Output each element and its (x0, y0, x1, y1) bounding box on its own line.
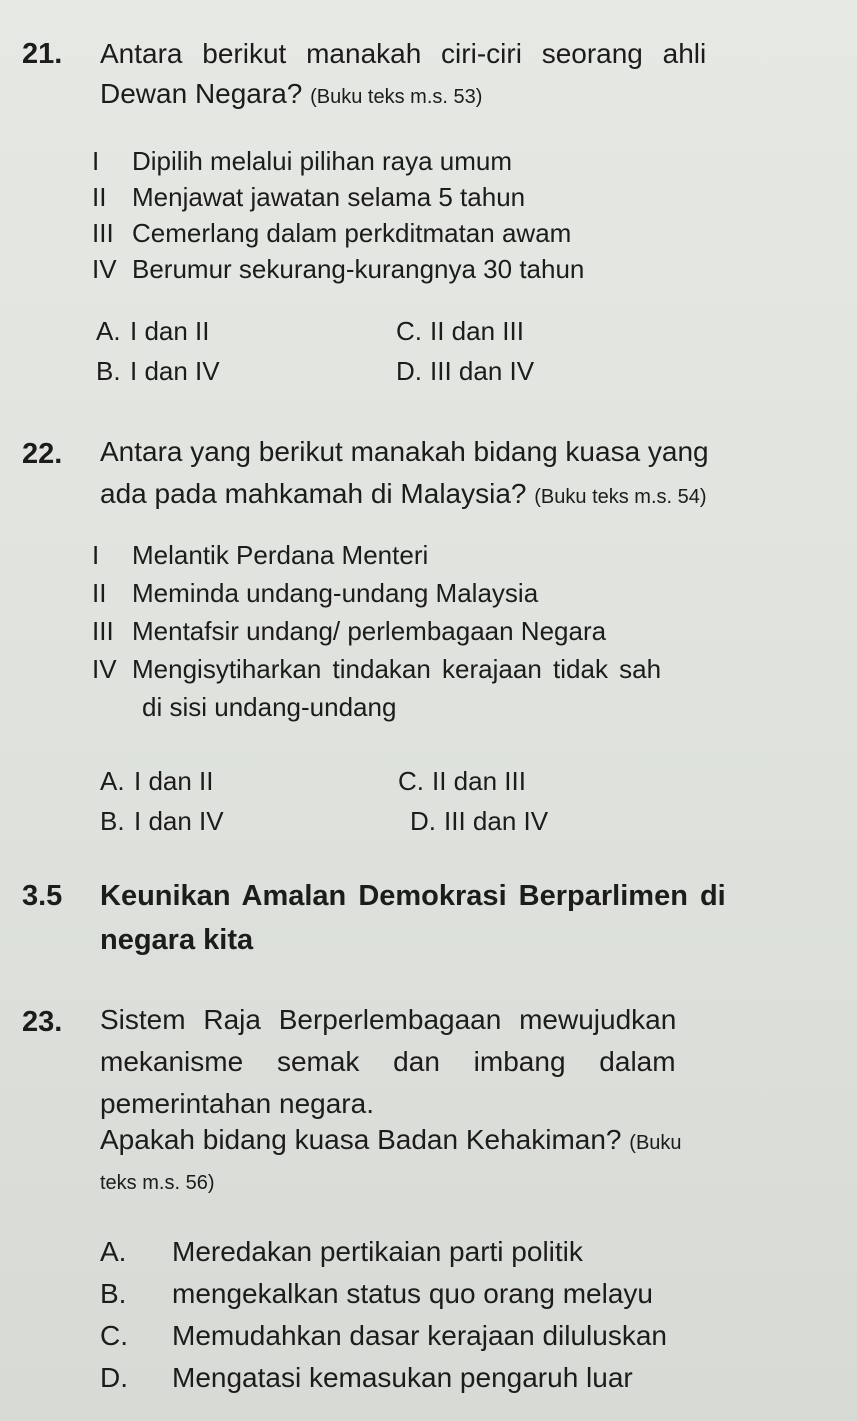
option-letter: A. (100, 1236, 127, 1267)
roman-numeral: I (92, 540, 100, 570)
textbook-reference: teks m.s. 56) (100, 1172, 215, 1194)
question-text: ada pada mahkamah di Malaysia? (100, 478, 527, 509)
option-text: I dan II (130, 316, 210, 346)
statement-continuation: di sisi undang-undang (142, 692, 397, 722)
option-letter: D. (100, 1362, 128, 1393)
question-text-line: Antara berikut manakah ciri-ciri seorang ahli (100, 38, 707, 69)
statement-item (92, 254, 584, 285)
question-number: 22. (22, 438, 63, 470)
option-letter: B. (96, 356, 121, 386)
question-text-line (100, 80, 482, 108)
question-text-line: Sistem Raja Berperlembagaan mewujudkan (100, 1004, 677, 1035)
statement-text: Dipilih melalui pilihan raya umum (132, 146, 513, 176)
textbook-reference: (Buku (629, 1132, 682, 1154)
section-title-line: negara kita (100, 924, 254, 956)
option-letter: B. (100, 806, 125, 836)
statement-text: Mentafsir undang/ perlembagaan Negara (132, 616, 607, 646)
answer-option-b[interactable] (96, 356, 220, 387)
statement-text: Cemerlang dalam perkditmatan awam (132, 218, 572, 248)
statement-text: Mengisytiharkan tindakan kerajaan tidak sah (132, 654, 662, 684)
statement-item (92, 578, 538, 609)
option-text: mengekalkan status quo orang melayu (172, 1278, 653, 1309)
question-text: Dewan Negara? (100, 78, 303, 109)
answer-option-c[interactable] (396, 316, 524, 347)
answer-option-a[interactable] (100, 766, 214, 797)
question-text-line (100, 1126, 682, 1154)
section-title-line: Keunikan Amalan Demokrasi Berparlimen di (100, 880, 726, 912)
answer-option-a[interactable] (100, 1236, 583, 1268)
section-number: 3.5 (22, 880, 63, 912)
textbook-reference: (Buku teks m.s. 54) (534, 486, 707, 508)
option-letter: C. (398, 766, 424, 796)
option-letter: D. (396, 356, 422, 386)
option-letter: D. (410, 806, 436, 836)
option-letter: C. (100, 1320, 128, 1351)
statement-item (92, 654, 661, 685)
answer-option-d[interactable] (100, 1362, 633, 1394)
question-text-line (100, 1166, 214, 1194)
answer-option-a[interactable] (96, 316, 210, 347)
answer-option-c[interactable] (100, 1320, 667, 1352)
question-text-line: pemerintahan negara. (100, 1088, 374, 1119)
option-letter: C. (396, 316, 422, 346)
option-text: III dan IV (444, 806, 549, 836)
question-text-line (100, 480, 707, 508)
roman-numeral: III (92, 218, 114, 248)
option-text: III dan IV (430, 356, 535, 386)
textbook-reference: (Buku teks m.s. 53) (310, 86, 483, 108)
option-letter: A. (96, 316, 121, 346)
roman-numeral: III (92, 616, 114, 646)
option-text: Mengatasi kemasukan pengaruh luar (172, 1362, 633, 1393)
answer-option-b[interactable] (100, 1278, 653, 1310)
statement-item (92, 182, 525, 213)
statement-item (92, 218, 571, 249)
question-text: Apakah bidang kuasa Badan Kehakiman? (100, 1124, 622, 1155)
answer-option-b[interactable] (100, 806, 224, 837)
statement-text: Meminda undang-undang Malaysia (132, 578, 539, 608)
question-number: 21. (22, 38, 63, 70)
question-text-line: mekanisme semak dan imbang dalam (100, 1046, 676, 1077)
roman-numeral: IV (92, 254, 117, 284)
option-letter: B. (100, 1278, 127, 1309)
statement-item (92, 540, 428, 571)
option-text: II dan III (432, 766, 526, 796)
roman-numeral: IV (92, 654, 117, 684)
option-text: I dan II (134, 766, 214, 796)
statement-item (92, 146, 512, 177)
option-text: Meredakan pertikaian parti politik (172, 1236, 583, 1267)
option-text: I dan IV (130, 356, 220, 386)
question-number: 23. (22, 1006, 63, 1038)
option-text: II dan III (430, 316, 524, 346)
option-text: Memudahkan dasar kerajaan diluluskan (172, 1320, 667, 1351)
answer-option-d[interactable] (396, 356, 534, 387)
roman-numeral: I (92, 146, 100, 176)
statement-text: Melantik Perdana Menteri (132, 540, 429, 570)
roman-numeral: II (92, 182, 107, 212)
option-letter: A. (100, 766, 125, 796)
statement-text: Berumur sekurang-kurangnya 30 tahun (132, 254, 585, 284)
statement-text: Menjawat jawatan selama 5 tahun (132, 182, 526, 212)
answer-option-c[interactable] (398, 766, 526, 797)
option-text: I dan IV (134, 806, 224, 836)
question-text-line: Antara yang berikut manakah bidang kuasa yang (100, 436, 709, 467)
statement-item (92, 616, 606, 647)
roman-numeral: II (92, 578, 107, 608)
answer-option-d[interactable] (410, 806, 548, 837)
